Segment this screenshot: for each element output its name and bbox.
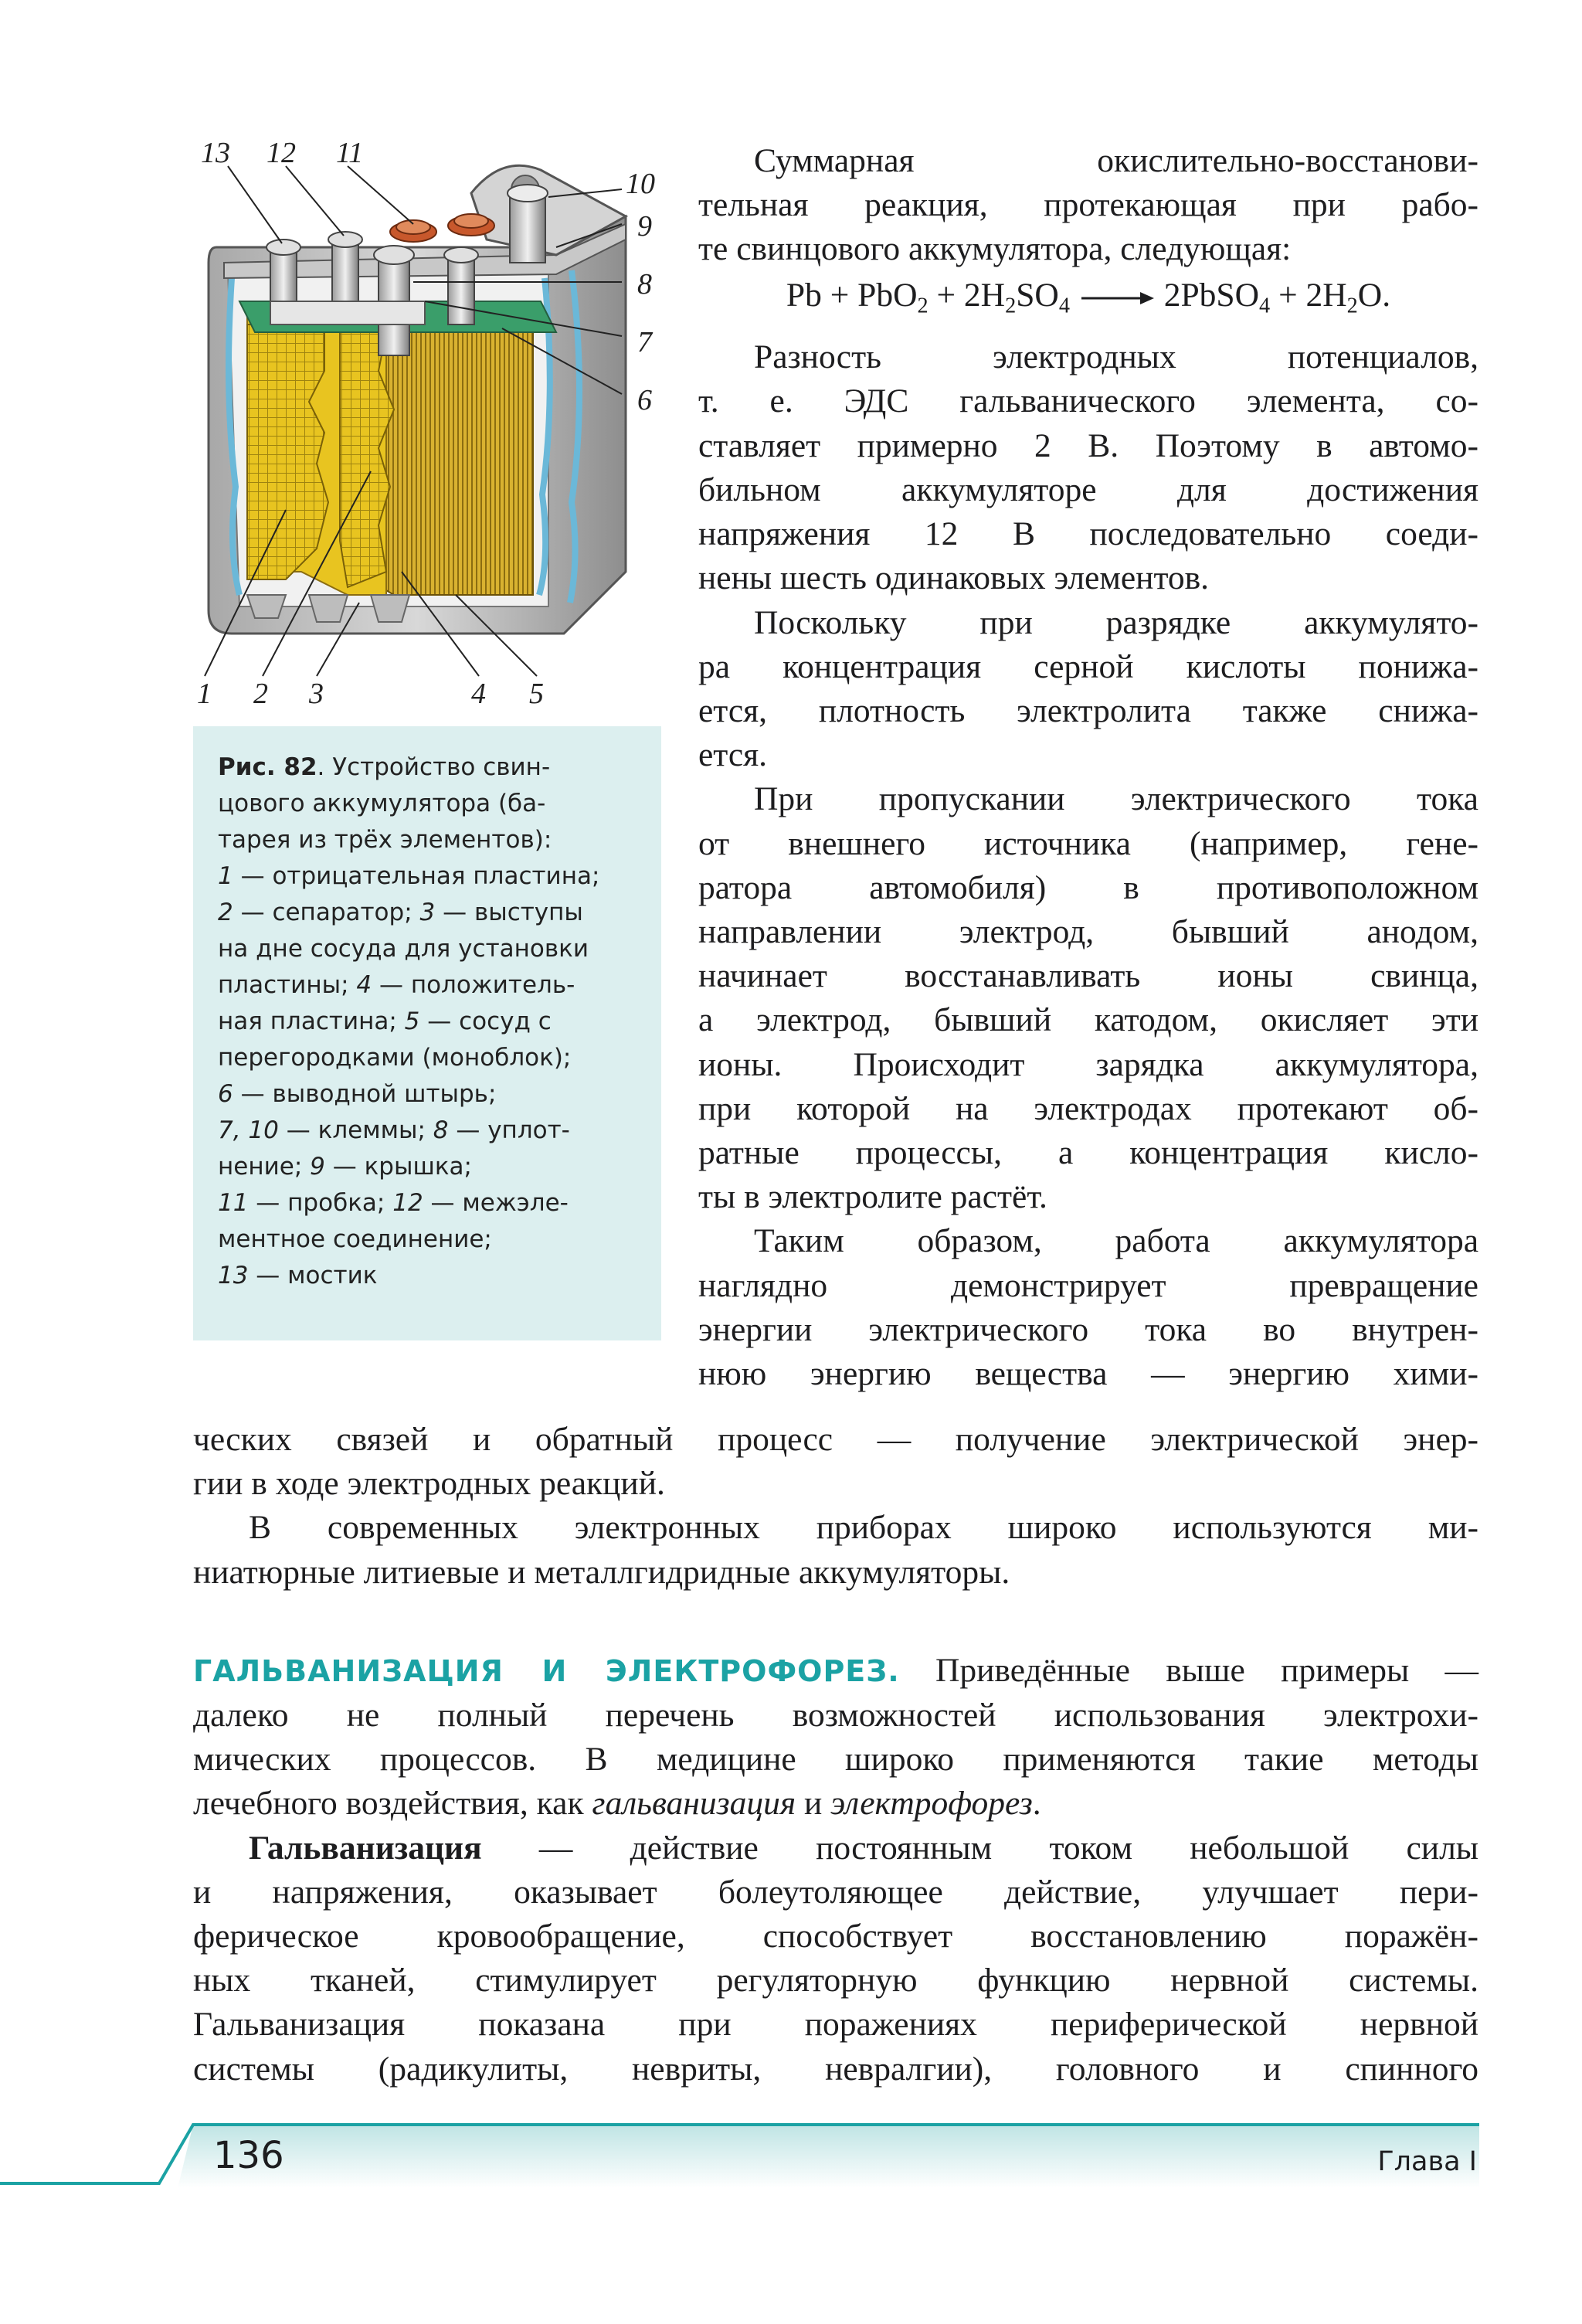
label-11: 11: [336, 139, 364, 169]
text-line: системы (радикулиты, невриты, невралгии), головного и спинного: [193, 2050, 1478, 2088]
text-line: Таким образом, работа аккумулятора: [754, 1222, 1478, 1260]
full-width-text: [193, 1418, 1478, 2091]
text-line: ты в электролите растёт.: [698, 1178, 1047, 1216]
text-line: ионы. Происходит зарядка аккумулятора,: [698, 1045, 1478, 1083]
text-line: ставляет примерно 2 В. Поэтому в автомо-: [698, 426, 1478, 464]
text-line: мических процессов. В медицине широко применяются такие методы: [193, 1741, 1478, 1779]
text-line: При пропускании электрического тока: [754, 780, 1478, 818]
right-column-text: [698, 139, 1478, 1396]
text-line: тельная реакция, протекающая при рабо-: [698, 186, 1478, 224]
text-line: ется, плотность электролита также снижа-: [698, 691, 1478, 729]
paragraph: [698, 777, 1478, 1219]
text-line: бильном аккумуляторе для достижения: [698, 471, 1478, 508]
text-line: напряжения 12 В последовательно соеди-: [698, 515, 1478, 553]
battery-diagram: [193, 139, 664, 719]
text-line: ра концентрация серной кислоты понижа-: [698, 647, 1478, 685]
text-line: от внешнего источника (например, гене-: [698, 824, 1478, 862]
label-4: 4: [471, 678, 486, 710]
chemical-equation: $Pb + PbO_2 + 2H_2SO_4$ 2PbSO$_4$ + $2H_2O$.: [786, 276, 1391, 318]
label-1: 1: [197, 678, 212, 710]
text-line: Суммарная окислительно-восстанови-: [754, 142, 1478, 179]
label-5: 5: [529, 678, 544, 710]
caption-line: ментное соединение;: [218, 1225, 492, 1253]
caption-line: 6 — выводной штырь;: [218, 1080, 497, 1108]
caption-line: перегородками (моноблок);: [218, 1044, 572, 1072]
label-13: 13: [201, 139, 230, 169]
caption-line: 11 — пробка; 12 — межэле-: [218, 1189, 569, 1217]
paragraph: [698, 1219, 1478, 1396]
label-8: 8: [637, 268, 652, 301]
caption-line: Рис. 82. Устройство свин-: [218, 753, 551, 781]
text-line: ется.: [698, 736, 768, 774]
text-line: ратора автомобиля) в противоположном: [698, 868, 1478, 906]
label-10: 10: [626, 168, 655, 200]
text-line: направлении электрод, бывший анодом,: [698, 912, 1478, 950]
text-line: Поскольку при разрядке аккумулято-: [754, 603, 1478, 641]
caption-line: нение; 9 — крышка;: [218, 1153, 472, 1181]
label-12: 12: [266, 139, 296, 169]
battery-illustration: [193, 139, 664, 719]
text-line: ниатюрные литиевые и металлгидридные аккумуляторы.: [193, 1553, 1010, 1591]
paragraph: [698, 335, 1478, 600]
figure-caption: [193, 726, 661, 1340]
caption-line: 13 — мостик: [218, 1262, 378, 1289]
caption-line: тарея из трёх элементов):: [218, 826, 552, 854]
label-9: 9: [637, 210, 652, 243]
chapter-label: Глава I: [1377, 2146, 1477, 2177]
caption-line: ная пластина; 5 — сосуд с: [218, 1007, 552, 1035]
text-line: гии в ходе электродных реакций.: [193, 1465, 665, 1503]
text-line: ферическое кровообращение, способствует восстановлению поражён-: [193, 1918, 1478, 1955]
text-line: наглядно демонстрирует превращение: [698, 1266, 1478, 1304]
text-line: и напряжения, оказывает болеутоляющее действие, улучшает пери-: [193, 1873, 1478, 1911]
label-2: 2: [253, 678, 268, 710]
caption-line: пластины; 4 — положитель-: [218, 971, 575, 999]
text-line: ческих связей и обратный процесс — получение электрической энер-: [193, 1421, 1478, 1458]
text-line: а электрод, бывший катодом, окисляет эти: [698, 1001, 1478, 1039]
text-line: ратные процессы, а концентрация кисло-: [698, 1133, 1478, 1171]
caption-line: на дне сосуда для установки: [218, 935, 589, 963]
text-line: т. е. ЭДС гальванического элемента, со-: [698, 382, 1478, 420]
text-line: В современных электронных приборах широко используются ми-: [249, 1509, 1478, 1547]
text-line: ГАЛЬВАНИЗАЦИЯ И ЭЛЕКТРОФОРЕЗ. Приведённые выше примеры —: [193, 1651, 1479, 1689]
reaction-arrow-icon: [1078, 289, 1156, 307]
text-line: энергии электрического тока во внутрен-: [698, 1310, 1478, 1348]
text-line: далеко не полный перечень возможностей использования электрохи-: [193, 1697, 1478, 1735]
text-line: нены шесть одинаковых элементов.: [698, 559, 1210, 597]
caption-line: 2 — сепаратор; 3 — выступы: [218, 899, 583, 926]
text-line: Гальванизация показана при поражениях периферической нервной: [193, 2006, 1478, 2044]
label-6: 6: [637, 384, 652, 416]
text-line: те свинцового аккумулятора, следующая:: [698, 230, 1292, 268]
text-line: нюю энергию вещества — энергию хими-: [698, 1354, 1478, 1392]
text-line: Разность электродных потенциалов,: [754, 338, 1478, 376]
paragraph: [698, 601, 1478, 778]
text-line: при которой на электродах протекают об-: [698, 1089, 1478, 1127]
section-heading: ГАЛЬВАНИЗАЦИЯ И ЭЛЕКТРОФОРЕЗ.: [193, 1653, 900, 1688]
caption-line: 7, 10 — клеммы; 8 — уплот-: [218, 1116, 570, 1144]
text-line: ных тканей, стимулирует регуляторную функцию нервной системы.: [193, 1962, 1478, 2000]
caption-line: цового аккумулятора (ба-: [218, 790, 546, 817]
text-line: начинает восстанавливать ионы свинца,: [698, 957, 1478, 995]
paragraph: [698, 139, 1478, 272]
text-line: Гальванизация — действие постоянным током небольшой силы: [249, 1829, 1478, 1867]
caption-line: 1 — отрицательная пластина;: [218, 862, 600, 890]
label-7: 7: [637, 326, 652, 358]
page-number: 136: [213, 2134, 284, 2177]
text-line: лечебного воздействия, как гальванизация и электрофорез.: [193, 1785, 1041, 1823]
label-3: 3: [309, 678, 324, 710]
